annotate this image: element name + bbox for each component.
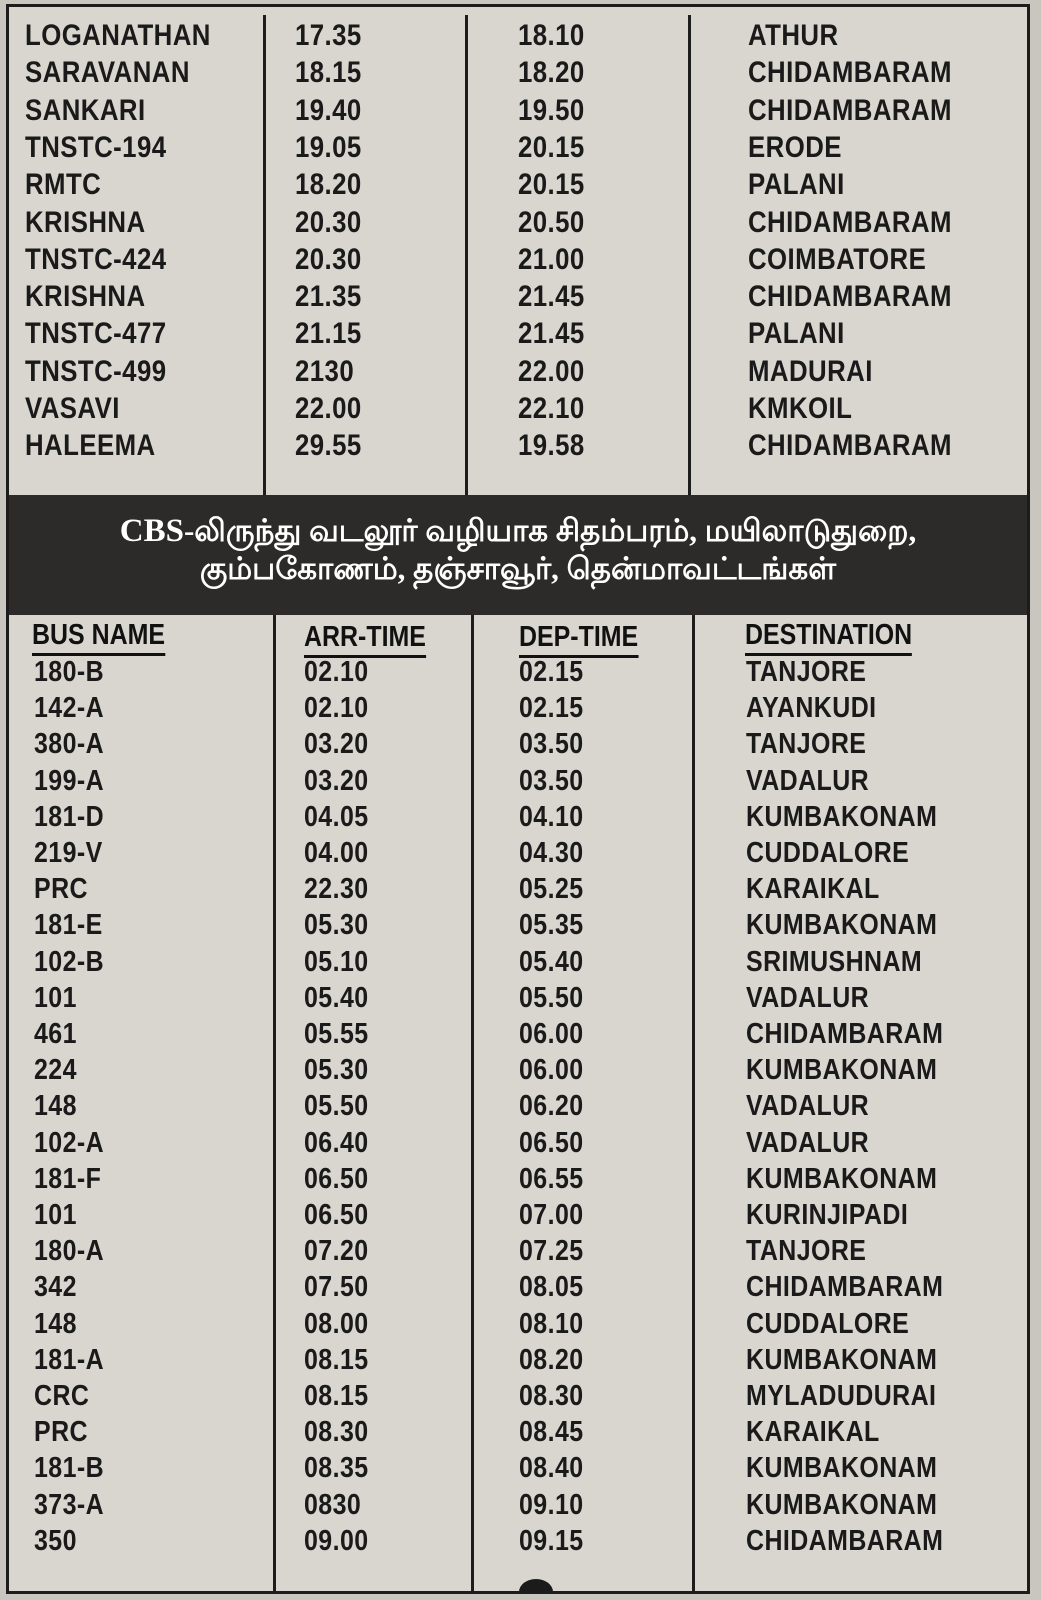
bottom-row-arr-time: 08.30: [304, 1416, 369, 1449]
bottom-row-bus-name: 224: [34, 1054, 77, 1087]
top-row-arr-time: 20.30: [295, 205, 362, 239]
bottom-row-destination: CUDDALORE: [746, 837, 910, 869]
bottom-row-dep-time: 05.25: [519, 873, 584, 906]
bottom-row-dep-time: 08.45: [519, 1416, 584, 1449]
bottom-row-bus-name: 181-A: [34, 1343, 105, 1376]
bottom-row-arr-time: 0830: [304, 1488, 362, 1521]
top-row-destination: PALANI: [748, 168, 845, 202]
bottom-row-arr-time: 05.55: [304, 1018, 369, 1050]
top-row-dep-time: 18.10: [518, 19, 585, 52]
bottom-row-arr-time: 06.50: [304, 1199, 369, 1231]
top-row-arr-time: 19.05: [295, 130, 362, 164]
bottom-row-bus-name: CRC: [34, 1380, 90, 1412]
bottom-row-dep-time: 07.25: [519, 1235, 584, 1268]
top-row-bus-name: TNSTC-424: [25, 242, 167, 276]
bottom-row-bus-name: 219-V: [34, 837, 103, 869]
bottom-row-dep-time: 05.50: [519, 981, 584, 1014]
top-row-bus-name: SANKARI: [25, 93, 146, 127]
bottom-row-destination: KUMBAKONAM: [746, 800, 938, 833]
bottom-row-dep-time: 08.20: [519, 1343, 584, 1376]
bottom-row-destination: MYLADUDURAI: [746, 1380, 937, 1412]
bottom-row-destination: TANJORE: [746, 1235, 867, 1268]
bottom-row-dep-time: 06.00: [519, 1054, 584, 1087]
bottom-row-bus-name: 461: [34, 1018, 77, 1050]
top-row-dep-time: 20.15: [518, 168, 585, 202]
bottom-row-dep-time: 03.50: [519, 764, 584, 797]
top-row-destination: CHIDAMBARAM: [748, 205, 952, 239]
bottom-row-destination: VADALUR: [746, 981, 870, 1014]
bottom-row-bus-name: 373-A: [34, 1488, 105, 1521]
bottom-row-destination: VADALUR: [746, 1090, 870, 1123]
timetable-page: [6, 4, 1030, 1594]
top-row-bus-name: RMTC: [25, 168, 102, 202]
bottom-row-arr-time: 05.30: [304, 909, 369, 942]
bottom-row-bus-name: 350: [34, 1524, 77, 1557]
banner-line-2: கும்பகோணம், தஞ்சாவூர், தென்மாவட்டங்கள்: [199, 551, 837, 586]
top-row-bus-name: TNSTC-477: [25, 317, 167, 351]
top-row-dep-time: 20.15: [518, 130, 585, 164]
header-destination: DESTINATION: [745, 619, 912, 656]
top-row-arr-time: 18.15: [295, 56, 362, 90]
bottom-row-dep-time: 09.10: [519, 1488, 584, 1521]
bottom-row-destination: KUMBAKONAM: [746, 1488, 938, 1521]
bottom-row-destination: CHIDAMBARAM: [746, 1018, 944, 1050]
top-col-divider-3: [688, 15, 691, 495]
bottom-row-dep-time: 05.35: [519, 909, 584, 942]
bottom-row-arr-time: 04.00: [304, 837, 369, 869]
bottom-row-destination: KURINJIPADI: [746, 1199, 909, 1231]
bottom-row-arr-time: 06.40: [304, 1126, 369, 1159]
top-row-dep-time: 20.50: [518, 205, 585, 239]
bottom-row-destination: KUMBAKONAM: [746, 1162, 938, 1195]
bottom-row-arr-time: 02.10: [304, 692, 369, 725]
bottom-row-bus-name: 181-B: [34, 1452, 105, 1485]
top-col-divider-1: [263, 15, 266, 495]
bottom-col-divider-1: [273, 615, 276, 1594]
bottom-row-dep-time: 07.00: [519, 1199, 584, 1231]
bottom-row-arr-time: 05.50: [304, 1090, 369, 1123]
bottom-row-bus-name: 101: [34, 1199, 77, 1231]
top-col-divider-2: [465, 15, 468, 495]
bottom-row-bus-name: 181-E: [34, 909, 103, 942]
bottom-row-arr-time: 05.40: [304, 981, 369, 1014]
bottom-row-destination: VADALUR: [746, 764, 870, 797]
bottom-row-dep-time: 04.30: [519, 837, 584, 869]
bottom-row-arr-time: 06.50: [304, 1162, 369, 1195]
bottom-row-bus-name: 180-B: [34, 656, 105, 688]
top-row-dep-time: 21.00: [518, 242, 585, 276]
bottom-row-arr-time: 05.30: [304, 1054, 369, 1087]
top-row-arr-time: 29.55: [295, 429, 362, 463]
top-row-destination: CHIDAMBARAM: [748, 429, 952, 463]
bottom-row-arr-time: 08.00: [304, 1307, 369, 1340]
top-row-arr-time: 21.35: [295, 280, 362, 314]
top-row-arr-time: 19.40: [295, 93, 362, 127]
bottom-row-bus-name: 102-B: [34, 945, 105, 978]
banner-cbs: CBS: [119, 513, 184, 549]
top-row-bus-name: VASAVI: [25, 392, 120, 425]
bottom-row-destination: SRIMUSHNAM: [746, 945, 923, 978]
bottom-row-bus-name: 102-A: [34, 1126, 105, 1159]
top-row-bus-name: KRISHNA: [25, 205, 146, 239]
bottom-row-destination: CHIDAMBARAM: [746, 1271, 944, 1304]
bottom-row-arr-time: 08.15: [304, 1380, 369, 1412]
bottom-row-destination: KUMBAKONAM: [746, 909, 938, 942]
bottom-row-dep-time: 06.50: [519, 1126, 584, 1159]
bottom-row-dep-time: 02.15: [519, 656, 584, 688]
bottom-col-divider-3: [692, 615, 695, 1594]
bottom-row-destination: CHIDAMBARAM: [746, 1524, 944, 1557]
bottom-row-destination: CUDDALORE: [746, 1307, 910, 1340]
bottom-row-dep-time: 05.40: [519, 945, 584, 978]
bottom-row-arr-time: 09.00: [304, 1524, 369, 1557]
bottom-row-destination: KARAIKAL: [746, 873, 880, 906]
bottom-row-dep-time: 06.20: [519, 1090, 584, 1123]
top-row-dep-time: 21.45: [518, 317, 585, 351]
top-row-arr-time: 21.15: [295, 317, 362, 351]
top-row-arr-time: 2130: [295, 354, 355, 388]
banner-line-1: [9, 513, 1027, 549]
bottom-row-arr-time: 04.05: [304, 800, 369, 833]
bottom-row-destination: KUMBAKONAM: [746, 1054, 938, 1087]
top-row-destination: ATHUR: [748, 19, 839, 52]
banner-line-1-text: -லிருந்து வடலூர் வழியாக சிதம்பரம், மயிலாடுதுறை,: [183, 513, 917, 548]
bottom-row-dep-time: 09.15: [519, 1524, 584, 1557]
top-row-destination: COIMBATORE: [748, 242, 927, 276]
bottom-row-bus-name: 199-A: [34, 764, 105, 797]
top-row-bus-name: SARAVANAN: [25, 56, 190, 90]
bottom-row-bus-name: PRC: [34, 1416, 88, 1449]
bottom-row-dep-time: 08.10: [519, 1307, 584, 1340]
top-row-dep-time: 19.50: [518, 93, 585, 127]
bottom-row-bus-name: 342: [34, 1271, 77, 1304]
top-row-destination: CHIDAMBARAM: [748, 280, 952, 314]
top-row-arr-time: 18.20: [295, 168, 362, 202]
top-row-arr-time: 22.00: [295, 392, 362, 425]
bottom-row-dep-time: 08.30: [519, 1380, 584, 1412]
bottom-row-bus-name: 181-D: [34, 800, 105, 833]
bottom-row-arr-time: 07.20: [304, 1235, 369, 1268]
bottom-row-bus-name: 142-A: [34, 692, 105, 725]
bottom-row-bus-name: 148: [34, 1307, 77, 1340]
bottom-row-destination: KUMBAKONAM: [746, 1452, 938, 1485]
bottom-row-arr-time: 03.20: [304, 764, 369, 797]
top-row-dep-time: 18.20: [518, 56, 585, 90]
top-row-dep-time: 19.58: [518, 429, 585, 463]
bottom-row-dep-time: 04.10: [519, 800, 584, 833]
top-row-bus-name: LOGANATHAN: [25, 19, 211, 52]
bottom-row-arr-time: 08.15: [304, 1343, 369, 1376]
bottom-row-destination: AYANKUDI: [746, 692, 877, 725]
top-row-destination: ERODE: [748, 130, 842, 164]
bottom-row-arr-time: 22.30: [304, 873, 369, 906]
bottom-row-dep-time: 08.05: [519, 1271, 584, 1304]
bottom-row-arr-time: 02.10: [304, 656, 369, 688]
bottom-row-destination: KARAIKAL: [746, 1416, 880, 1449]
bottom-row-bus-name: 101: [34, 981, 77, 1014]
top-row-destination: KMKOIL: [748, 392, 853, 425]
bottom-row-arr-time: 03.20: [304, 728, 369, 761]
bottom-row-destination: TANJORE: [746, 656, 867, 688]
header-dep-time: DEP-TIME: [519, 621, 638, 658]
top-row-arr-time: 20.30: [295, 242, 362, 276]
top-row-destination: PALANI: [748, 317, 845, 351]
header-arr-time: ARR-TIME: [304, 621, 426, 658]
bottom-row-dep-time: 02.15: [519, 692, 584, 725]
top-row-dep-time: 21.45: [518, 280, 585, 314]
top-row-bus-name: HALEEMA: [25, 429, 156, 463]
bottom-row-dep-time: 08.40: [519, 1452, 584, 1485]
bottom-row-arr-time: 07.50: [304, 1271, 369, 1304]
bottom-row-destination: VADALUR: [746, 1126, 870, 1159]
bottom-row-bus-name: 180-A: [34, 1235, 105, 1268]
bottom-row-dep-time: 03.50: [519, 728, 584, 761]
bottom-row-bus-name: PRC: [34, 873, 88, 906]
section-banner: [9, 495, 1027, 615]
bottom-row-arr-time: 05.10: [304, 945, 369, 978]
bottom-row-bus-name: 380-A: [34, 728, 105, 761]
bottom-row-bus-name: 148: [34, 1090, 77, 1123]
top-row-arr-time: 17.35: [295, 19, 362, 52]
top-row-dep-time: 22.10: [518, 392, 585, 425]
bottom-row-bus-name: 181-F: [34, 1162, 102, 1195]
top-row-bus-name: KRISHNA: [25, 280, 146, 314]
top-row-bus-name: TNSTC-194: [25, 130, 167, 164]
top-row-bus-name: TNSTC-499: [25, 354, 167, 388]
bottom-col-divider-2: [471, 615, 474, 1594]
top-row-dep-time: 22.00: [518, 354, 585, 388]
top-row-destination: CHIDAMBARAM: [748, 56, 952, 90]
bottom-row-destination: KUMBAKONAM: [746, 1343, 938, 1376]
top-row-destination: CHIDAMBARAM: [748, 93, 952, 127]
bottom-row-dep-time: 06.55: [519, 1162, 584, 1195]
bottom-row-arr-time: 08.35: [304, 1452, 369, 1485]
header-bus-name: BUS NAME: [32, 619, 165, 656]
bottom-row-dep-time: 06.00: [519, 1018, 584, 1050]
page-marker: [519, 1579, 553, 1594]
bottom-row-destination: TANJORE: [746, 728, 867, 761]
top-row-destination: MADURAI: [748, 354, 873, 388]
